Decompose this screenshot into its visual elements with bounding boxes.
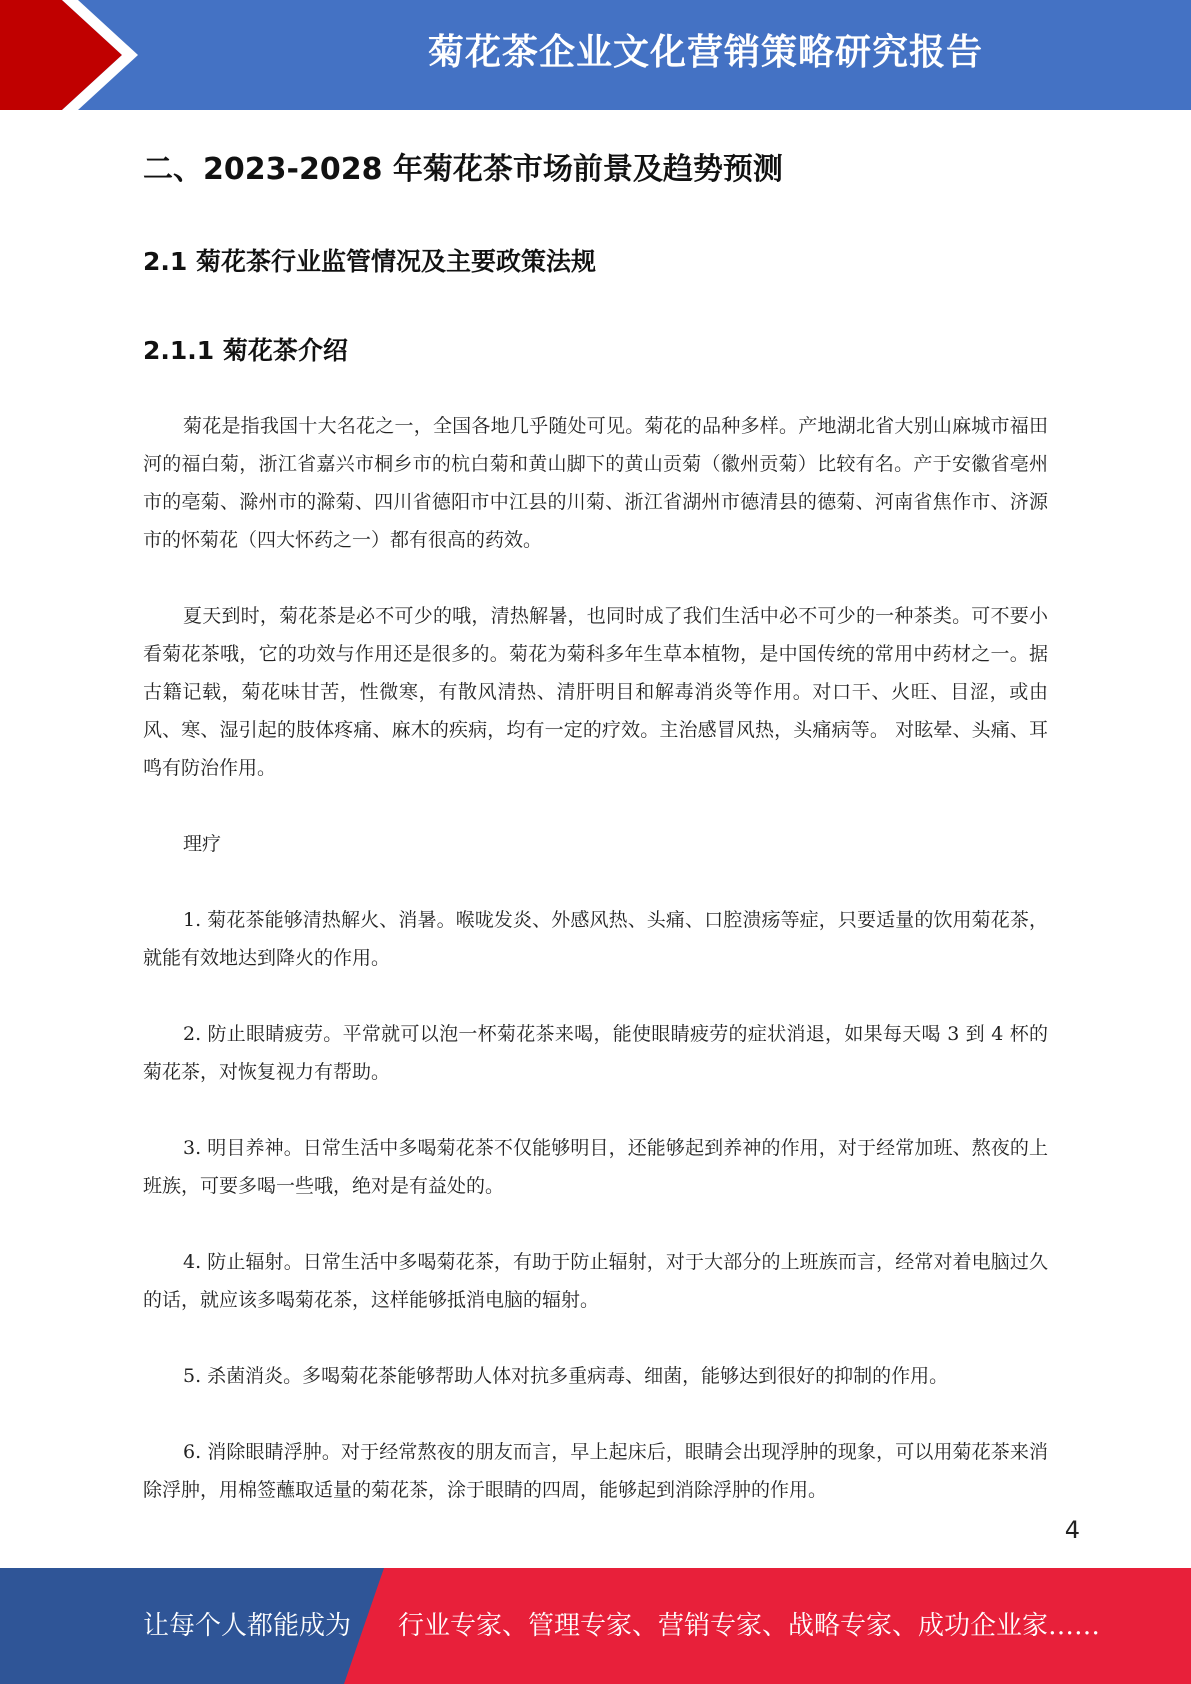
- report-title: 菊花茶企业文化营销策略研究报告: [427, 32, 983, 73]
- list-item: 2. 防止眼睛疲劳。平常就可以泡一杯菊花茶来喝，能使眼睛疲劳的症状消退，如果每天喝 3 到 4 杯的菊花茶，对恢复视力有帮助。: [143, 1023, 1048, 1083]
- chapter-heading: 二、2023-2028 年菊花茶市场前景及趋势预测: [143, 152, 783, 187]
- section-heading: 2.1 菊花茶行业监管情况及主要政策法规: [143, 247, 596, 276]
- list-item: 6. 消除眼睛浮肿。对于经常熬夜的朋友而言，早上起床后，眼睛会出现浮肿的现象，可以用菊花茶来消除浮肿，用棉签蘸取适量的菊花茶，涂于眼睛的四周，能够起到消除浮肿的作用。: [143, 1441, 1048, 1501]
- paragraph-label-therapy: 理疗: [183, 833, 222, 855]
- footer-slogan-right: 行业专家、管理专家、营销专家、战略专家、成功企业家……: [398, 1611, 1101, 1641]
- document-body: [143, 130, 1048, 1509]
- list-item: 5. 杀菌消炎。多喝菊花茶能够帮助人体对抗多重病毒、细菌，能够达到很好的抑制的作用。: [183, 1365, 949, 1387]
- list-item: 3. 明目养神。日常生活中多喝菊花茶不仅能够明目，还能够起到养神的作用，对于经常加班、熬夜的上班族，可要多喝一些哦，绝对是有益处的。: [143, 1137, 1048, 1197]
- list-item: 1. 菊花茶能够清热解火、消暑。喉咙发炎、外感风热、头痛、口腔溃疡等症，只要适量的饮用菊花茶，就能有效地达到降火的作用。: [143, 909, 1048, 969]
- subsection-heading: 2.1.1 菊花茶介绍: [143, 336, 348, 365]
- list-item: 4. 防止辐射。日常生活中多喝菊花茶，有助于防止辐射，对于大部分的上班族而言，经常对着电脑过久的话，就应该多喝菊花茶，这样能够抵消电脑的辐射。: [143, 1251, 1048, 1311]
- footer-banner: [0, 1568, 1191, 1684]
- page-number: 4: [1064, 1516, 1080, 1544]
- paragraph-summer: 夏天到时，菊花茶是必不可少的哦，清热解暑，也同时成了我们生活中必不可少的一种茶类。可不要小看菊花茶哦，它的功效与作用还是很多的。菊花为菊科多年生草本植物，是中国传统的常用中药材之一。据古籍记载，菊花味甘苦，性微寒，有散风清热、清肝明目和解毒消炎等作用。对口干、火旺、目涩，或由风、寒、湿引起的肢体疼痛、麻木的疾病，均有一定的疗效。主治感冒风热，头痛病等。 对眩晕、头痛、耳鸣有防治作用。: [143, 605, 1048, 779]
- paragraph-intro: 菊花是指我国十大名花之一，全国各地几乎随处可见。菊花的品种多样。产地湖北省大别山麻城市福田河的福白菊，浙江省嘉兴市桐乡市的杭白菊和黄山脚下的黄山贡菊（徽州贡菊）比较有名。产于安徽省亳州市的亳菊、滁州市的滁菊、四川省德阳市中江县的川菊、浙江省湖州市德清县的德菊、河南省焦作市、济源市的怀菊花（四大怀药之一）都有很高的药效。: [143, 415, 1048, 551]
- footer-slogan-left: 让每个人都能成为: [143, 1611, 352, 1641]
- header-banner: [0, 0, 1191, 110]
- chevron-arrow-icon: [0, 0, 160, 110]
